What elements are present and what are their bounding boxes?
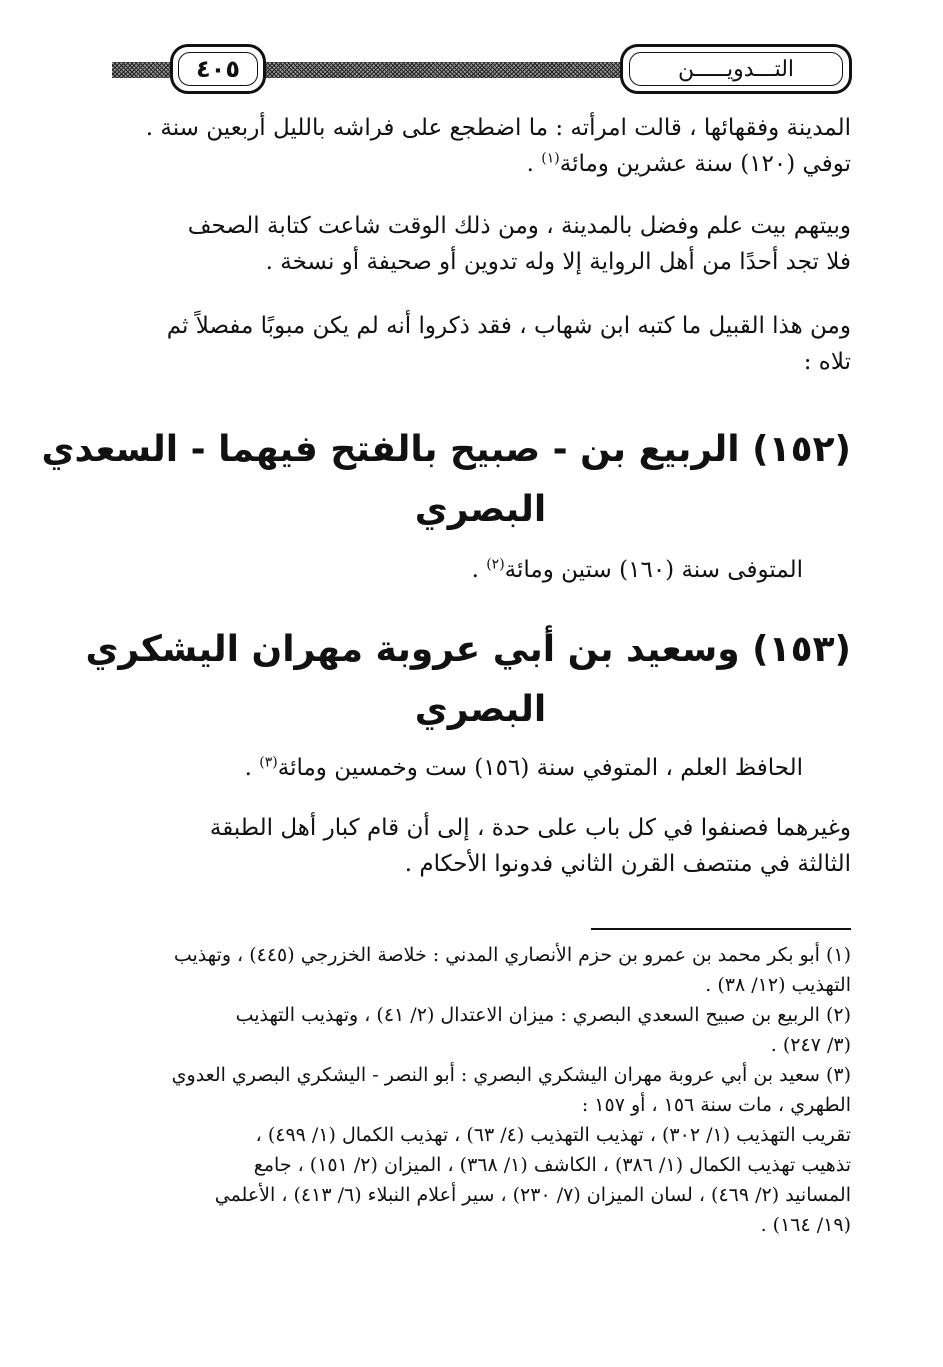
- paragraph-line: تلاه :: [803, 349, 851, 375]
- entry-152-note: [108, 552, 803, 588]
- heading-line: (١٥٢) الربيع بن - صبيح بالفتح فيهما - السعدي: [41, 429, 851, 470]
- footnote-line: (٢) الربيع بن صبيح السعدي البصري : ميزان الاعتدال (٢/ ٤١) ، وتهذيب التهذيب: [235, 1004, 851, 1026]
- footnote-separator: [591, 928, 851, 930]
- heading-line: (١٥٣) وسعيد بن أبي عروبة مهران اليشكري: [85, 629, 851, 670]
- footnote-3: [108, 1060, 851, 1240]
- entry-note-end: .: [471, 557, 487, 583]
- heading-line: البصري: [414, 689, 547, 730]
- paragraph-3: [108, 308, 851, 380]
- footnote-line: تذهيب تهذيب الكمال (١/ ٣٨٦) ، الكاشف (١/ ٣٦٨) ، الميزان (٢/ ١٥١) ، جامع: [253, 1154, 851, 1176]
- entry-note-text: الحافظ العلم ، المتوفي سنة (١٥٦) ست وخمسين ومائة: [277, 755, 803, 781]
- paragraph-line: وغيرهما فصنفوا في كل باب على حدة ، إلى أن قام كبار أهل الطبقة: [209, 815, 851, 841]
- paragraph-text: توفي (١٢٠) سنة عشرين ومائة: [559, 151, 851, 177]
- footnotes: [108, 940, 851, 1240]
- paragraph-line: الثالثة في منتصف القرن الثاني فدونوا الأحكام .: [404, 851, 851, 877]
- footnote-line: (١) أبو بكر محمد بن عمرو بن حزم الأنصاري المدني : خلاصة الخزرجي (٤٤٥) ، وتهذيب: [173, 944, 851, 966]
- footnote-ref-1: (١): [541, 150, 560, 167]
- footnote-2: [108, 1000, 851, 1060]
- footnote-line: المسانيد (٢/ ٤٦٩) ، لسان الميزان (٧/ ٢٣٠) ، سير أعلام النبلاء (٦/ ٤١٣) ، الأعلمي: [214, 1184, 851, 1206]
- paragraph-2: [108, 208, 851, 280]
- page-number-frame: [170, 44, 266, 94]
- footnote-line: (٣/ ٢٤٧) .: [770, 1034, 851, 1056]
- paragraph-line: المدينة وفقهائها ، قالت امرأته : ما اضطجع على فراشه بالليل أربعين سنة .: [145, 115, 851, 141]
- paragraph-4: [108, 810, 851, 882]
- paragraph-line: وبيتهم بيت علم وفضل بالمدينة ، ومن ذلك الوقت شاعت كتابة الصحف: [187, 213, 851, 239]
- paragraph-1: [108, 110, 851, 182]
- footnote-line: (١٩/ ١٦٤) .: [760, 1214, 851, 1236]
- footnote-line: التهذيب (١٢/ ٣٨) .: [705, 974, 851, 996]
- running-title: التـــدويـــــن: [677, 56, 795, 82]
- footnote-ref-3: (٣): [259, 754, 278, 771]
- footnote-1: [108, 940, 851, 1000]
- paragraph-line: فلا تجد أحدًا من أهل الرواية إلا وله تدوين أو صحيفة أو نسخة .: [265, 249, 851, 275]
- entry-heading-152: [41, 420, 851, 540]
- paragraph-end: .: [526, 151, 542, 177]
- entry-note-text: المتوفى سنة (١٦٠) ستين ومائة: [504, 557, 803, 583]
- paragraph-line: ومن هذا القبيل ما كتبه ابن شهاب ، فقد ذكروا أنه لم يكن مبوبًا مفصلاً ثم: [166, 313, 851, 339]
- running-title-frame: [620, 44, 852, 94]
- entry-heading-153: [85, 620, 851, 740]
- heading-line: البصري: [414, 489, 547, 530]
- page-number: ٤٠٥: [196, 55, 240, 83]
- footnote-line: تقريب التهذيب (١/ ٣٠٢) ، تهذيب التهذيب (٤/ ٦٣) ، تهذيب الكمال (١/ ٤٩٩) ،: [255, 1124, 851, 1146]
- footnote-line: الطهري ، مات سنة ١٥٦ ، أو ١٥٧ :: [581, 1094, 851, 1116]
- entry-153-note: [108, 750, 803, 786]
- footnote-ref-2: (٢): [486, 556, 505, 573]
- page-header: [112, 40, 852, 100]
- paragraph-line: [108, 146, 851, 182]
- footnote-line: (٣) سعيد بن أبي عروبة مهران اليشكري البصري : أبو النصر - اليشكري البصري العدوي: [171, 1064, 851, 1086]
- entry-note-end: .: [244, 755, 260, 781]
